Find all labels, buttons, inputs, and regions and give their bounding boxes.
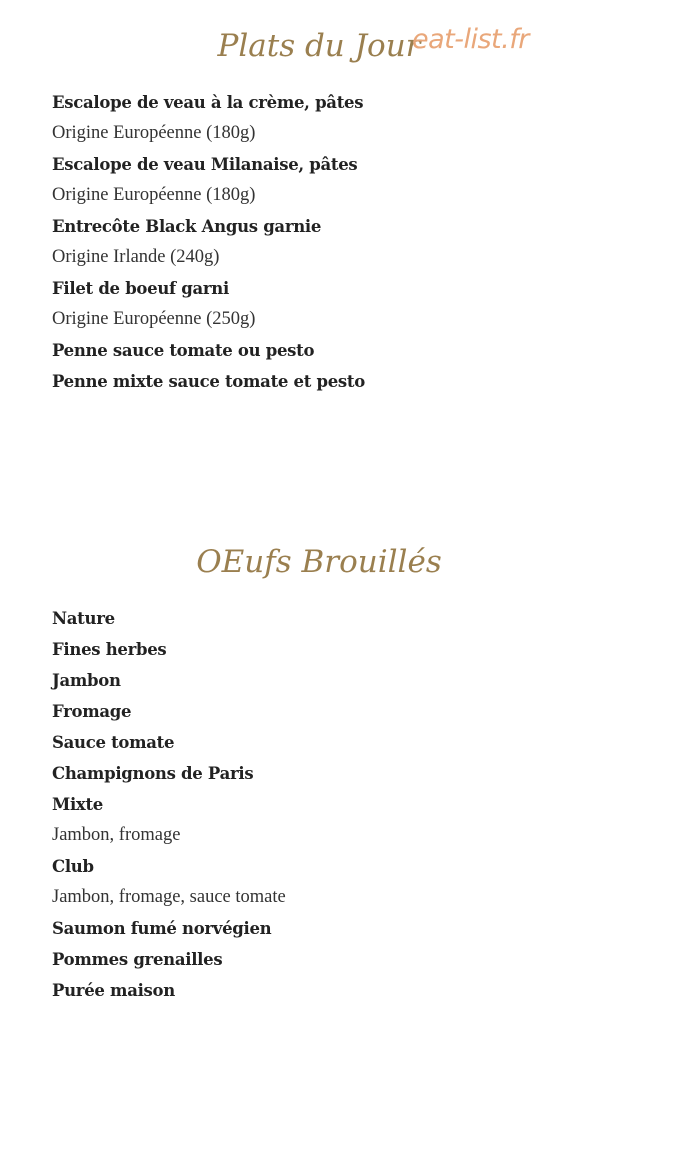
menu-item bbox=[52, 732, 632, 753]
menu-item-name: Penne mixte sauce tomate et pesto bbox=[52, 372, 365, 391]
menu-item-name: Fromage bbox=[52, 702, 132, 721]
menu-item-name: Saumon fumé norvégien bbox=[52, 919, 272, 938]
menu-item bbox=[52, 980, 632, 1001]
menu-item bbox=[52, 608, 632, 629]
menu-item-name: Fines herbes bbox=[52, 640, 167, 659]
menu-item-name: Purée maison bbox=[52, 981, 175, 1000]
menu-item-name: Jambon bbox=[52, 671, 121, 690]
menu-item-name: Entrecôte Black Angus garnie bbox=[52, 217, 322, 236]
menu-item-name: Filet de boeuf garni bbox=[52, 279, 229, 298]
menu-item-description: Origine Européenne (250g) bbox=[52, 309, 256, 329]
menu-item-description: Jambon, fromage, sauce tomate bbox=[52, 887, 286, 907]
menu-item bbox=[52, 918, 632, 939]
menu-item bbox=[52, 154, 632, 206]
menu-item bbox=[52, 371, 632, 392]
menu-item-name: Penne sauce tomate ou pesto bbox=[52, 341, 315, 360]
menu-item-name: Sauce tomate bbox=[52, 733, 175, 752]
menu-item bbox=[52, 701, 632, 722]
menu-item-name: Champignons de Paris bbox=[52, 764, 254, 783]
menu-item-description: Origine Irlande (240g) bbox=[52, 247, 220, 267]
menu-item bbox=[52, 340, 632, 361]
menu-item-name: Mixte bbox=[52, 795, 103, 814]
menu-item-name: Club bbox=[52, 857, 94, 876]
menu-item bbox=[52, 670, 632, 691]
menu-item-description: Jambon, fromage bbox=[52, 825, 181, 845]
menu-item-description: Origine Européenne (180g) bbox=[52, 185, 256, 205]
menu-item-name: Pommes grenailles bbox=[52, 950, 223, 969]
menu-item bbox=[52, 278, 632, 330]
menu-item bbox=[52, 216, 632, 268]
menu-list-plats-du-jour bbox=[52, 92, 632, 402]
menu-item bbox=[52, 856, 632, 908]
watermark-logo: eat-list.fr bbox=[412, 24, 529, 55]
menu-item-name: Nature bbox=[52, 609, 115, 628]
menu-item bbox=[52, 639, 632, 660]
menu-item-description: Origine Européenne (180g) bbox=[52, 123, 256, 143]
section-title-plats-du-jour: Plats du Jour bbox=[217, 28, 421, 64]
menu-item-name: Escalope de veau Milanaise, pâtes bbox=[52, 155, 358, 174]
menu-item bbox=[52, 92, 632, 144]
menu-item bbox=[52, 949, 632, 970]
section-title-oeufs-brouilles: OEufs Brouillés bbox=[196, 544, 442, 580]
menu-item bbox=[52, 794, 632, 846]
menu-item-name: Escalope de veau à la crème, pâtes bbox=[52, 93, 364, 112]
menu-item bbox=[52, 763, 632, 784]
menu-list-oeufs-brouilles bbox=[52, 608, 632, 1011]
